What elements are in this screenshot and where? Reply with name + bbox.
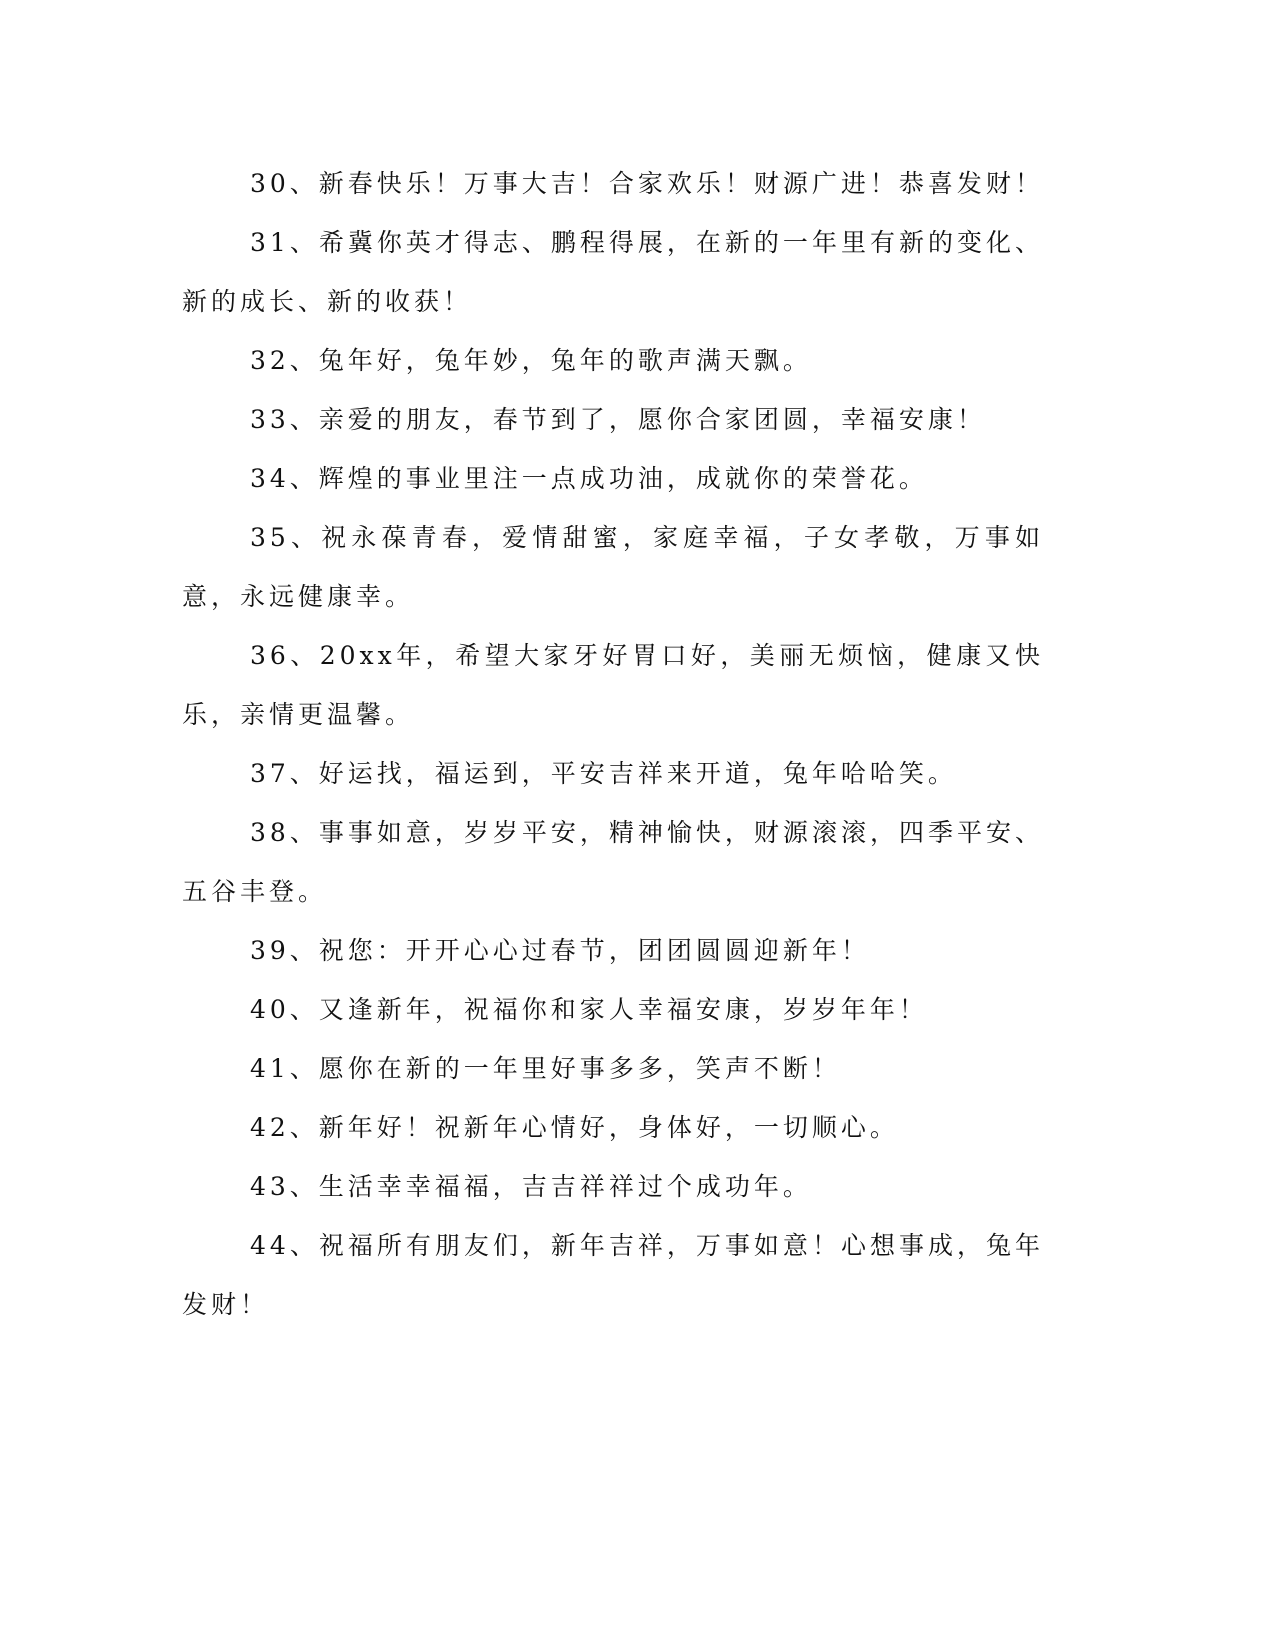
paragraph: 43、生活幸幸福福，吉吉祥祥过个成功年。: [250, 1172, 812, 1201]
paragraph: 33、亲爱的朋友，春节到了，愿你合家团圆，幸福安康！: [250, 405, 986, 434]
paragraph: 35、祝永葆青春，爱情甜蜜，家庭幸福，子女孝敬，万事如意，永远健康幸。: [182, 523, 1044, 611]
paragraph: 44、祝福所有朋友们，新年吉祥，万事如意！心想事成，兔年发财！: [182, 1231, 1044, 1319]
paragraph: 42、新年好！祝新年心情好，身体好，一切顺心。: [250, 1113, 899, 1142]
paragraph: 40、又逢新年，祝福你和家人幸福安康，岁岁年年！: [250, 995, 928, 1024]
document-body: [182, 154, 1044, 1334]
paragraph: 39、祝您：开开心心过春节，团团圆圆迎新年！: [250, 936, 870, 965]
paragraph: 38、事事如意，岁岁平安，精神愉快，财源滚滚，四季平安、五谷丰登。: [182, 818, 1044, 906]
paragraph: 37、好运找，福运到，平安吉祥来开道，兔年哈哈笑。: [250, 759, 957, 788]
paragraph: 31、希冀你英才得志、鹏程得展，在新的一年里有新的变化、新的成长、新的收获！: [182, 228, 1044, 316]
paragraph: 36、20xx年，希望大家牙好胃口好，美丽无烦恼，健康又快乐，亲情更温馨。: [182, 641, 1044, 729]
paragraph: 41、愿你在新的一年里好事多多，笑声不断！: [250, 1054, 841, 1083]
paragraph: 34、辉煌的事业里注一点成功油，成就你的荣誉花。: [250, 464, 928, 493]
paragraph: 32、兔年好，兔年妙，兔年的歌声满天飘。: [250, 346, 812, 375]
paragraph: 30、新春快乐！万事大吉！合家欢乐！财源广进！恭喜发财！: [250, 169, 1044, 198]
